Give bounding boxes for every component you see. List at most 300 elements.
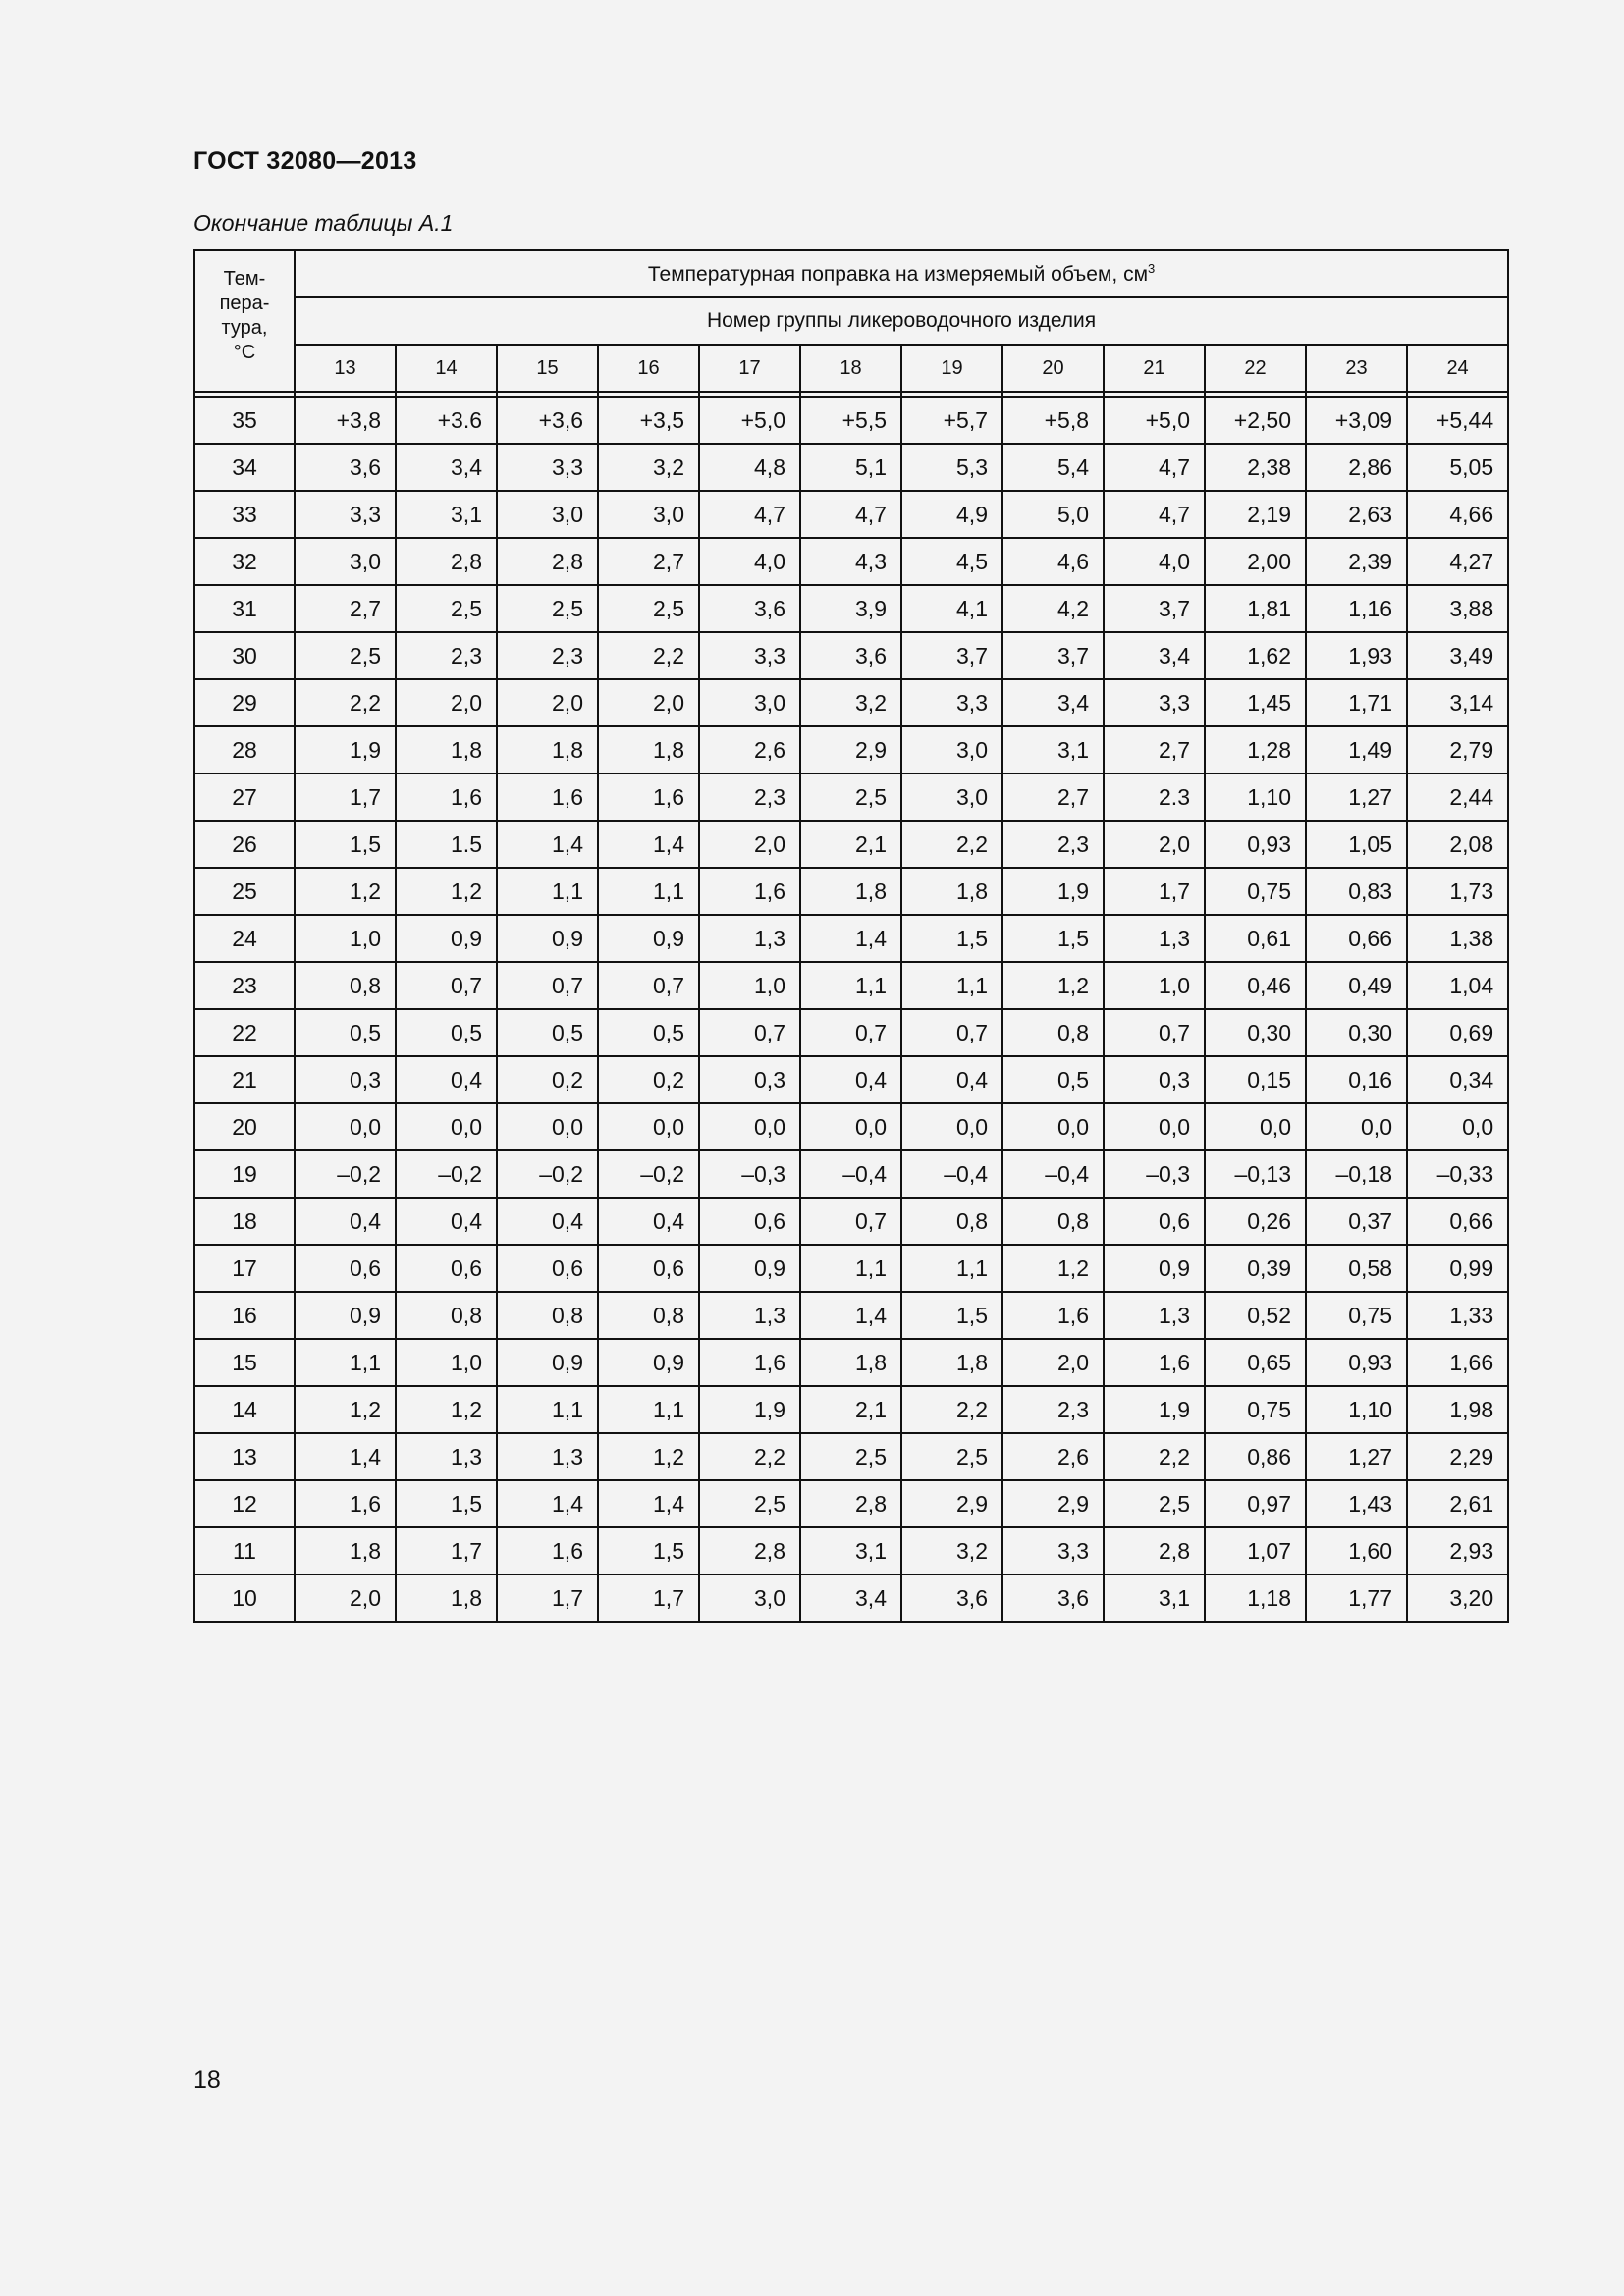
- correction-value-cell: –0,18: [1306, 1150, 1407, 1198]
- correction-value-cell: 1,4: [295, 1433, 396, 1480]
- correction-value-cell: 1,1: [901, 1245, 1002, 1292]
- correction-value-cell: 0,37: [1306, 1198, 1407, 1245]
- correction-value-cell: 1,04: [1407, 962, 1508, 1009]
- table-row: [194, 397, 1508, 444]
- correction-value-cell: 1,1: [901, 962, 1002, 1009]
- correction-value-cell: 1,2: [295, 868, 396, 915]
- correction-value-cell: 0,0: [295, 1103, 396, 1150]
- correction-value-cell: 4,0: [1104, 538, 1205, 585]
- correction-value-cell: 2,38: [1205, 444, 1306, 491]
- correction-value-cell: 3,49: [1407, 632, 1508, 679]
- correction-value-cell: 0,34: [1407, 1056, 1508, 1103]
- correction-value-cell: 1,28: [1205, 726, 1306, 774]
- product-group-header: Номер группы ликероводочного изделия: [295, 297, 1508, 345]
- correction-value-cell: 0,4: [901, 1056, 1002, 1103]
- correction-value-cell: –0,2: [497, 1150, 598, 1198]
- temperature-cell: 13: [194, 1433, 295, 1480]
- correction-value-cell: 1,2: [1002, 962, 1104, 1009]
- correction-value-cell: 1,3: [497, 1433, 598, 1480]
- correction-value-cell: 2,63: [1306, 491, 1407, 538]
- correction-value-cell: 0,7: [800, 1198, 901, 1245]
- temperature-header-line: Тем-: [223, 268, 266, 290]
- correction-value-cell: 2,5: [699, 1480, 800, 1527]
- table-container: [193, 249, 1508, 1623]
- temperature-cell: 19: [194, 1150, 295, 1198]
- correction-value-cell: 3,3: [901, 679, 1002, 726]
- correction-value-cell: 3,4: [396, 444, 497, 491]
- correction-value-cell: 3,2: [598, 444, 699, 491]
- correction-value-cell: 0,5: [295, 1009, 396, 1056]
- group-number-header: 16: [598, 345, 699, 392]
- correction-value-cell: +5,7: [901, 397, 1002, 444]
- correction-value-cell: 2,0: [1104, 821, 1205, 868]
- correction-value-cell: +5,0: [699, 397, 800, 444]
- correction-value-cell: 3,20: [1407, 1575, 1508, 1622]
- correction-value-cell: 1,62: [1205, 632, 1306, 679]
- correction-value-cell: 0,16: [1306, 1056, 1407, 1103]
- correction-value-cell: 1,3: [1104, 915, 1205, 962]
- correction-value-cell: 0,0: [800, 1103, 901, 1150]
- correction-value-cell: 3,1: [1002, 726, 1104, 774]
- correction-value-cell: 0,7: [396, 962, 497, 1009]
- correction-value-cell: 2,08: [1407, 821, 1508, 868]
- correction-value-cell: 0,8: [598, 1292, 699, 1339]
- correction-value-cell: 2,19: [1205, 491, 1306, 538]
- correction-value-cell: 1,3: [1104, 1292, 1205, 1339]
- table-row: [194, 1103, 1508, 1150]
- correction-value-cell: 2,7: [1002, 774, 1104, 821]
- correction-value-cell: 0,9: [497, 1339, 598, 1386]
- correction-value-cell: 2,93: [1407, 1527, 1508, 1575]
- correction-value-cell: –0,4: [1002, 1150, 1104, 1198]
- correction-value-cell: 4,5: [901, 538, 1002, 585]
- correction-value-cell: 1,33: [1407, 1292, 1508, 1339]
- table-row: [194, 1292, 1508, 1339]
- temperature-cell: 22: [194, 1009, 295, 1056]
- correction-value-cell: 1,5: [598, 1527, 699, 1575]
- correction-value-cell: 1,0: [1104, 962, 1205, 1009]
- temperature-cell: 24: [194, 915, 295, 962]
- group-number-header: 17: [699, 345, 800, 392]
- correction-value-cell: 2,2: [901, 1386, 1002, 1433]
- correction-value-cell: 2,5: [800, 1433, 901, 1480]
- correction-value-cell: 2,2: [901, 821, 1002, 868]
- correction-value-cell: 0,3: [1104, 1056, 1205, 1103]
- correction-value-cell: 0,0: [497, 1103, 598, 1150]
- correction-value-cell: 0,7: [497, 962, 598, 1009]
- correction-value-cell: 1,1: [598, 1386, 699, 1433]
- correction-value-cell: 3,4: [1002, 679, 1104, 726]
- correction-value-cell: 2,7: [598, 538, 699, 585]
- correction-value-cell: 0,0: [396, 1103, 497, 1150]
- correction-value-cell: 4,3: [800, 538, 901, 585]
- correction-value-cell: 1,6: [1104, 1339, 1205, 1386]
- temperature-cell: 35: [194, 397, 295, 444]
- correction-value-cell: 0,8: [901, 1198, 1002, 1245]
- correction-value-cell: 1,6: [598, 774, 699, 821]
- correction-value-cell: 3,7: [1104, 585, 1205, 632]
- correction-value-cell: –0,2: [396, 1150, 497, 1198]
- correction-value-cell: 0,9: [497, 915, 598, 962]
- correction-value-cell: 0,8: [497, 1292, 598, 1339]
- correction-value-cell: 2,6: [1002, 1433, 1104, 1480]
- correction-value-cell: 2,7: [295, 585, 396, 632]
- correction-value-cell: 1,5: [295, 821, 396, 868]
- correction-value-cell: +2,50: [1205, 397, 1306, 444]
- table-row: [194, 821, 1508, 868]
- correction-value-cell: 0,83: [1306, 868, 1407, 915]
- table-row: [194, 632, 1508, 679]
- correction-value-cell: 4,0: [699, 538, 800, 585]
- table-row: [194, 1245, 1508, 1292]
- correction-value-cell: 0,6: [699, 1198, 800, 1245]
- correction-value-cell: 1,27: [1306, 1433, 1407, 1480]
- correction-value-cell: –0,4: [800, 1150, 901, 1198]
- correction-value-cell: 1,4: [497, 821, 598, 868]
- correction-value-cell: 1,16: [1306, 585, 1407, 632]
- temperature-cell: 20: [194, 1103, 295, 1150]
- correction-value-cell: 0,66: [1306, 915, 1407, 962]
- correction-value-cell: +3,5: [598, 397, 699, 444]
- correction-value-cell: –0,3: [699, 1150, 800, 1198]
- correction-value-cell: 0,46: [1205, 962, 1306, 1009]
- correction-value-cell: +5,5: [800, 397, 901, 444]
- correction-value-cell: 2,2: [598, 632, 699, 679]
- correction-value-cell: 1,1: [800, 962, 901, 1009]
- correction-value-cell: 1,1: [497, 868, 598, 915]
- correction-value-cell: 1,3: [699, 915, 800, 962]
- correction-value-cell: –0,13: [1205, 1150, 1306, 1198]
- correction-value-cell: 0,39: [1205, 1245, 1306, 1292]
- correction-value-cell: 1,05: [1306, 821, 1407, 868]
- correction-value-cell: 2,00: [1205, 538, 1306, 585]
- correction-value-cell: 2,39: [1306, 538, 1407, 585]
- correction-value-cell: 5,1: [800, 444, 901, 491]
- correction-value-cell: 1,0: [699, 962, 800, 1009]
- correction-value-cell: 0,49: [1306, 962, 1407, 1009]
- temperature-cell: 33: [194, 491, 295, 538]
- table-row: [194, 444, 1508, 491]
- correction-value-cell: 1,8: [396, 1575, 497, 1622]
- correction-value-cell: 3,3: [1002, 1527, 1104, 1575]
- table-body: [194, 392, 1508, 1622]
- temperature-cell: 14: [194, 1386, 295, 1433]
- correction-value-cell: 0,8: [295, 962, 396, 1009]
- correction-value-cell: 0,7: [1104, 1009, 1205, 1056]
- correction-value-cell: 1,9: [1104, 1386, 1205, 1433]
- correction-value-cell: 3,6: [699, 585, 800, 632]
- correction-value-cell: 1,1: [598, 868, 699, 915]
- group-number-header: 18: [800, 345, 901, 392]
- correction-value-cell: 5,05: [1407, 444, 1508, 491]
- correction-value-cell: 1,66: [1407, 1339, 1508, 1386]
- correction-value-cell: +3.6: [396, 397, 497, 444]
- group-number-header: 24: [1407, 345, 1508, 392]
- correction-value-cell: 2.3: [1104, 774, 1205, 821]
- correction-value-cell: 2,29: [1407, 1433, 1508, 1480]
- correction-value-cell: 5,3: [901, 444, 1002, 491]
- correction-value-cell: 2,61: [1407, 1480, 1508, 1527]
- table-row: [194, 1056, 1508, 1103]
- correction-value-cell: 4,2: [1002, 585, 1104, 632]
- correction-value-cell: 5,4: [1002, 444, 1104, 491]
- correction-value-cell: 1,2: [295, 1386, 396, 1433]
- correction-value-cell: 2,1: [800, 1386, 901, 1433]
- correction-value-cell: 0,5: [1002, 1056, 1104, 1103]
- cubic-superscript: 3: [1148, 261, 1156, 276]
- correction-value-cell: 0,4: [396, 1056, 497, 1103]
- correction-value-cell: 2,3: [497, 632, 598, 679]
- correction-value-cell: 1,6: [295, 1480, 396, 1527]
- correction-value-cell: 1,77: [1306, 1575, 1407, 1622]
- correction-value-cell: 0,9: [598, 1339, 699, 1386]
- correction-value-cell: 3,0: [598, 491, 699, 538]
- correction-value-cell: 0,6: [497, 1245, 598, 1292]
- correction-value-cell: 3,3: [1104, 679, 1205, 726]
- correction-value-cell: 2,5: [800, 774, 901, 821]
- correction-value-cell: 1,71: [1306, 679, 1407, 726]
- correction-value-cell: 3,6: [1002, 1575, 1104, 1622]
- correction-value-cell: –0,3: [1104, 1150, 1205, 1198]
- correction-value-cell: 4,7: [1104, 444, 1205, 491]
- correction-value-cell: 0,0: [699, 1103, 800, 1150]
- temperature-cell: 21: [194, 1056, 295, 1103]
- temperature-header-line: пера-: [219, 293, 270, 314]
- correction-value-cell: 0,4: [295, 1198, 396, 1245]
- correction-value-cell: 3,6: [901, 1575, 1002, 1622]
- table-row: [194, 538, 1508, 585]
- correction-value-cell: 1,0: [295, 915, 396, 962]
- correction-value-cell: +3,09: [1306, 397, 1407, 444]
- table-row: [194, 585, 1508, 632]
- temperature-header-line: °C: [233, 342, 256, 363]
- table-row: [194, 1575, 1508, 1622]
- correction-value-cell: 2,5: [295, 632, 396, 679]
- correction-value-cell: 0,0: [1104, 1103, 1205, 1150]
- correction-value-cell: 1,8: [901, 1339, 1002, 1386]
- temperature-cell: 10: [194, 1575, 295, 1622]
- temperature-cell: 31: [194, 585, 295, 632]
- correction-value-cell: 1,2: [396, 1386, 497, 1433]
- correction-value-cell: 1,98: [1407, 1386, 1508, 1433]
- correction-value-cell: 0,52: [1205, 1292, 1306, 1339]
- correction-value-cell: 3,7: [1002, 632, 1104, 679]
- group-number-header: 14: [396, 345, 497, 392]
- correction-value-cell: 1,60: [1306, 1527, 1407, 1575]
- temperature-cell: 17: [194, 1245, 295, 1292]
- correction-value-cell: 1,7: [295, 774, 396, 821]
- correction-value-cell: 0,6: [396, 1245, 497, 1292]
- correction-value-cell: 1,1: [295, 1339, 396, 1386]
- correction-value-cell: 1,8: [295, 1527, 396, 1575]
- table-row: [194, 679, 1508, 726]
- correction-value-cell: 1,0: [396, 1339, 497, 1386]
- correction-value-cell: –0,2: [295, 1150, 396, 1198]
- temperature-cell: 34: [194, 444, 295, 491]
- correction-value-cell: 2,5: [1104, 1480, 1205, 1527]
- correction-value-cell: 4,66: [1407, 491, 1508, 538]
- correction-value-cell: 0,5: [497, 1009, 598, 1056]
- correction-value-cell: –0,2: [598, 1150, 699, 1198]
- correction-value-cell: 3,0: [295, 538, 396, 585]
- correction-value-cell: 1,6: [396, 774, 497, 821]
- correction-value-cell: 1,1: [497, 1386, 598, 1433]
- correction-value-cell: 0,3: [295, 1056, 396, 1103]
- temperature-column-header: [194, 250, 295, 392]
- correction-value-cell: 1,9: [1002, 868, 1104, 915]
- correction-value-cell: 2,5: [901, 1433, 1002, 1480]
- correction-value-cell: 1,4: [800, 1292, 901, 1339]
- correction-value-cell: 0,5: [396, 1009, 497, 1056]
- correction-value-cell: 2,0: [396, 679, 497, 726]
- correction-value-cell: 0,0: [901, 1103, 1002, 1150]
- correction-value-cell: 1,6: [699, 1339, 800, 1386]
- table-row: [194, 726, 1508, 774]
- correction-value-cell: 1,6: [497, 1527, 598, 1575]
- correction-value-cell: 3,2: [800, 679, 901, 726]
- correction-value-cell: +5,8: [1002, 397, 1104, 444]
- correction-value-cell: 0,75: [1205, 868, 1306, 915]
- correction-value-cell: 0,6: [295, 1245, 396, 1292]
- correction-value-cell: 3,9: [800, 585, 901, 632]
- correction-value-cell: +5,44: [1407, 397, 1508, 444]
- correction-value-cell: 3,1: [800, 1527, 901, 1575]
- correction-value-cell: +3,8: [295, 397, 396, 444]
- correction-value-cell: 1,4: [800, 915, 901, 962]
- correction-value-cell: 4,6: [1002, 538, 1104, 585]
- correction-value-cell: 2,8: [1104, 1527, 1205, 1575]
- correction-value-cell: 3,0: [699, 1575, 800, 1622]
- correction-value-cell: 2,0: [497, 679, 598, 726]
- table-row: [194, 774, 1508, 821]
- table-caption: Окончание таблицы А.1: [193, 210, 454, 236]
- correction-value-cell: 0,7: [901, 1009, 1002, 1056]
- table-row: [194, 962, 1508, 1009]
- correction-value-cell: 1,3: [699, 1292, 800, 1339]
- correction-value-cell: 3,4: [1104, 632, 1205, 679]
- correction-value-cell: 2,44: [1407, 774, 1508, 821]
- correction-value-cell: 3,6: [800, 632, 901, 679]
- correction-value-cell: 3,6: [295, 444, 396, 491]
- correction-value-cell: 0,66: [1407, 1198, 1508, 1245]
- correction-value-cell: 2,8: [497, 538, 598, 585]
- correction-value-cell: 1,2: [1002, 1245, 1104, 1292]
- correction-value-cell: 0,15: [1205, 1056, 1306, 1103]
- group-number-header: 15: [497, 345, 598, 392]
- correction-value-cell: 2,5: [497, 585, 598, 632]
- correction-value-cell: 1,5: [901, 915, 1002, 962]
- correction-value-cell: 1,7: [497, 1575, 598, 1622]
- group-number-header: 20: [1002, 345, 1104, 392]
- correction-header-text: Температурная поправка на измеряемый объем, см: [647, 263, 1149, 286]
- correction-value-cell: 1,2: [396, 868, 497, 915]
- correction-value-cell: 3,1: [396, 491, 497, 538]
- correction-value-cell: 1,9: [699, 1386, 800, 1433]
- correction-value-cell: 0,4: [396, 1198, 497, 1245]
- group-number-header: 23: [1306, 345, 1407, 392]
- correction-value-cell: 3,3: [699, 632, 800, 679]
- correction-value-cell: 1,5: [901, 1292, 1002, 1339]
- correction-value-cell: 2,3: [1002, 821, 1104, 868]
- temperature-cell: 28: [194, 726, 295, 774]
- correction-value-cell: 2,8: [699, 1527, 800, 1575]
- correction-value-cell: 1,8: [598, 726, 699, 774]
- correction-value-cell: 2,2: [699, 1433, 800, 1480]
- correction-value-cell: 2,3: [396, 632, 497, 679]
- group-number-header: 22: [1205, 345, 1306, 392]
- correction-value-cell: 0,3: [699, 1056, 800, 1103]
- correction-value-cell: 0,9: [1104, 1245, 1205, 1292]
- temperature-cell: 25: [194, 868, 295, 915]
- correction-value-cell: 1,18: [1205, 1575, 1306, 1622]
- correction-value-cell: 4,7: [1104, 491, 1205, 538]
- correction-value-cell: 1,93: [1306, 632, 1407, 679]
- table-row: [194, 915, 1508, 962]
- correction-value-cell: 1,10: [1205, 774, 1306, 821]
- correction-value-cell: 2,9: [901, 1480, 1002, 1527]
- correction-value-cell: 0,8: [1002, 1198, 1104, 1245]
- temperature-cell: 30: [194, 632, 295, 679]
- table-row: [194, 1198, 1508, 1245]
- correction-value-cell: 3,1: [1104, 1575, 1205, 1622]
- correction-value-cell: 2,9: [1002, 1480, 1104, 1527]
- correction-value-cell: 1,6: [1002, 1292, 1104, 1339]
- correction-value-cell: –0,4: [901, 1150, 1002, 1198]
- correction-value-cell: 2,0: [1002, 1339, 1104, 1386]
- correction-main-header: [295, 250, 1508, 297]
- correction-value-cell: 1,81: [1205, 585, 1306, 632]
- correction-value-cell: 1,6: [699, 868, 800, 915]
- correction-value-cell: 2,7: [1104, 726, 1205, 774]
- correction-value-cell: 2,8: [396, 538, 497, 585]
- temperature-cell: 32: [194, 538, 295, 585]
- correction-value-cell: 1,73: [1407, 868, 1508, 915]
- correction-value-cell: 3,14: [1407, 679, 1508, 726]
- temperature-cell: 11: [194, 1527, 295, 1575]
- correction-value-cell: 0,8: [396, 1292, 497, 1339]
- correction-value-cell: 2,5: [396, 585, 497, 632]
- temperature-header-line: тура,: [221, 317, 268, 339]
- group-number-row: [194, 345, 1508, 392]
- correction-value-cell: +5,0: [1104, 397, 1205, 444]
- correction-value-cell: 1,6: [497, 774, 598, 821]
- correction-value-cell: 0,26: [1205, 1198, 1306, 1245]
- correction-value-cell: 0,30: [1306, 1009, 1407, 1056]
- correction-value-cell: 1,3: [396, 1433, 497, 1480]
- correction-value-cell: 0,61: [1205, 915, 1306, 962]
- correction-value-cell: 2,6: [699, 726, 800, 774]
- correction-value-cell: 2,2: [295, 679, 396, 726]
- correction-value-cell: 0,58: [1306, 1245, 1407, 1292]
- table-row: [194, 1480, 1508, 1527]
- correction-value-cell: 0,0: [1205, 1103, 1306, 1150]
- table-row: [194, 1339, 1508, 1386]
- correction-value-cell: 1,4: [598, 1480, 699, 1527]
- correction-value-cell: 0,93: [1205, 821, 1306, 868]
- correction-value-cell: 0,65: [1205, 1339, 1306, 1386]
- temperature-cell: 16: [194, 1292, 295, 1339]
- correction-value-cell: +3,6: [497, 397, 598, 444]
- temperature-cell: 23: [194, 962, 295, 1009]
- correction-value-cell: 1,8: [800, 1339, 901, 1386]
- table-row: [194, 491, 1508, 538]
- correction-value-cell: 3,88: [1407, 585, 1508, 632]
- correction-value-cell: 4,9: [901, 491, 1002, 538]
- correction-value-cell: 1,8: [497, 726, 598, 774]
- correction-value-cell: 2,2: [1104, 1433, 1205, 1480]
- correction-value-cell: 3,0: [497, 491, 598, 538]
- correction-value-cell: 0,0: [1306, 1103, 1407, 1150]
